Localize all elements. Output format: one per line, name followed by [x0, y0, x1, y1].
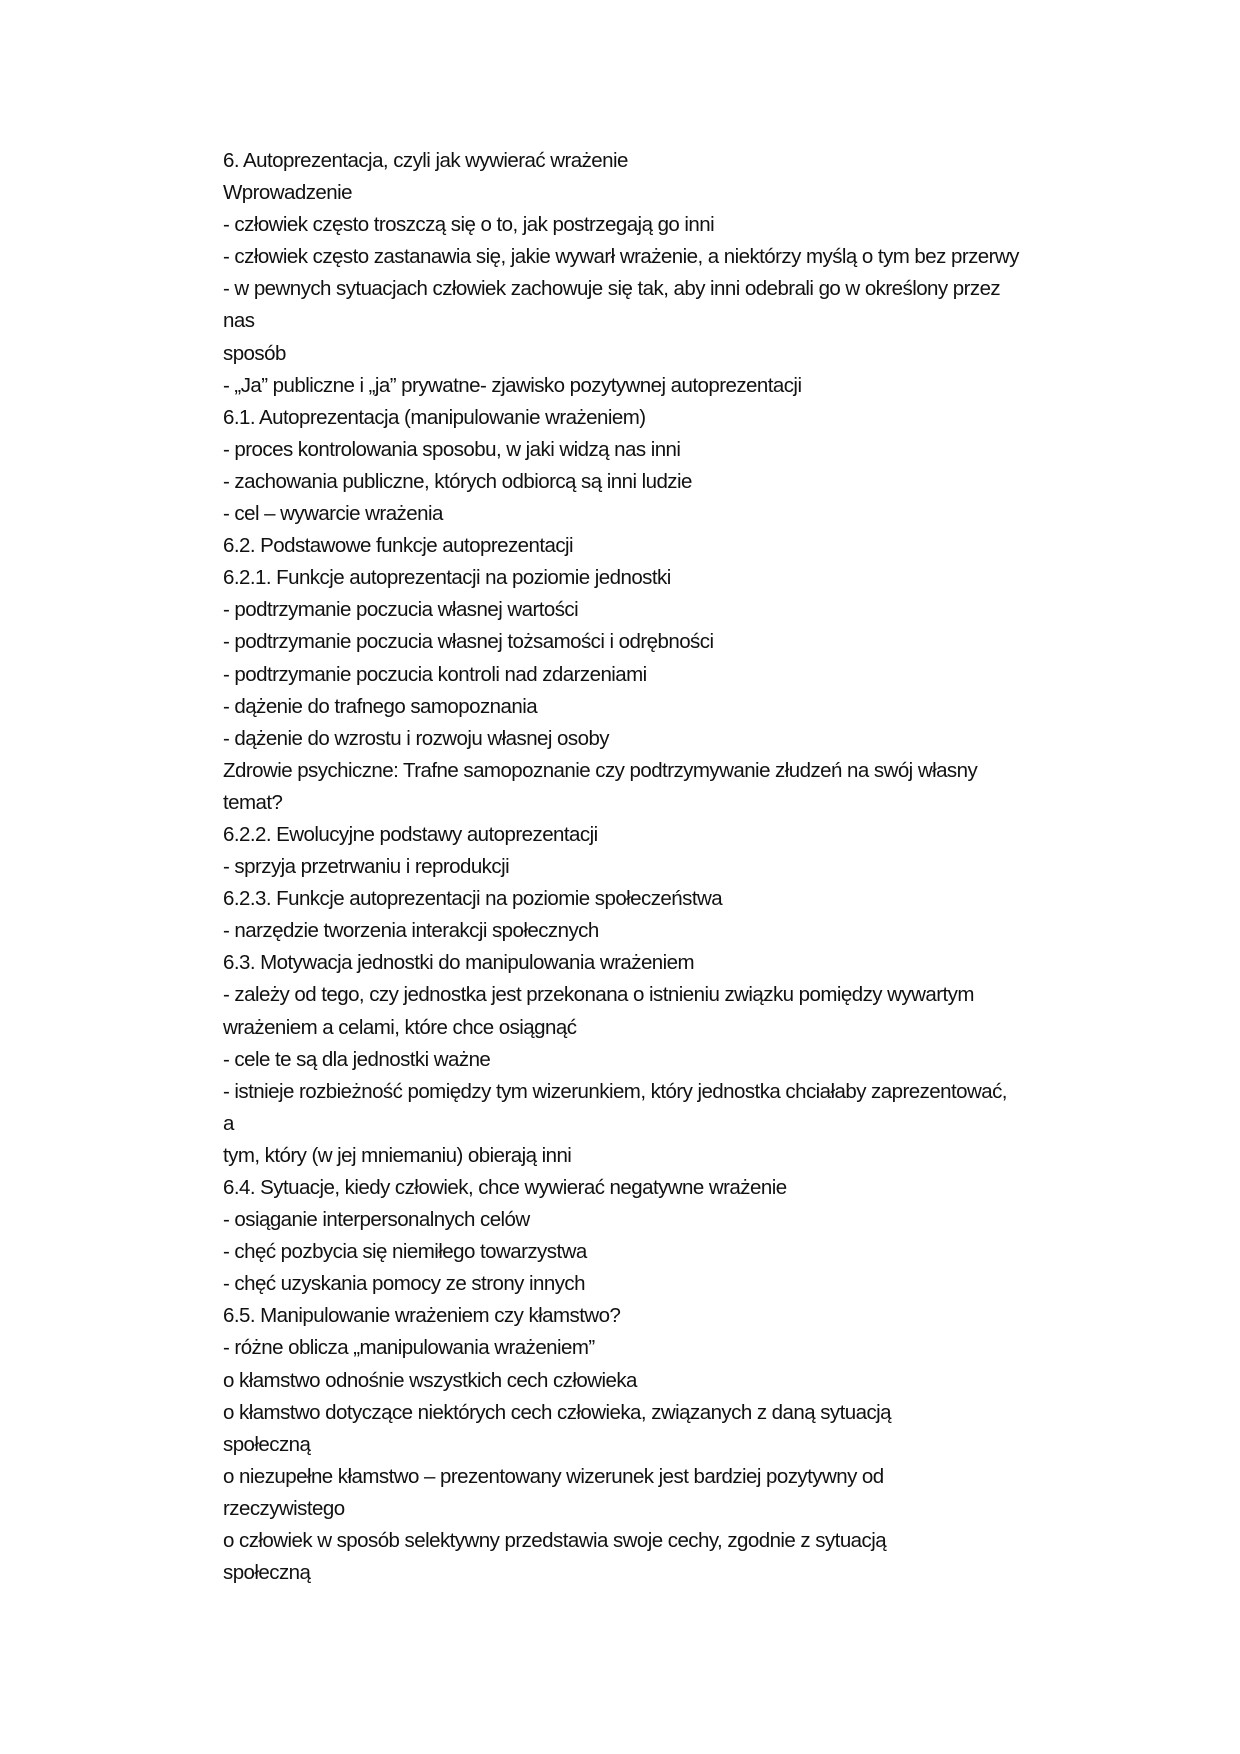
sub-bullet-line: o niezupełne kłamstwo – prezentowany wizerunek jest bardziej pozytywny od — [223, 1464, 884, 1488]
sub-bullet-line: o człowiek w sposób selektywny przedstawia swoje cechy, zgodnie z sytuacją — [223, 1529, 887, 1553]
bullet-line: - sprzyja przetrwaniu i reprodukcji — [223, 855, 510, 879]
bullet-line: - człowiek często zastanawia się, jakie wywarł wrażenie, a niektórzy myślą o tym bez przerwy — [223, 245, 1019, 269]
text-line: społeczną — [223, 1432, 311, 1456]
bullet-line: - podtrzymanie poczucia własnej wartości — [223, 598, 579, 622]
sub-bullet-line: o kłamstwo dotyczące niektórych cech człowieka, związanych z daną sytuacją — [223, 1400, 892, 1424]
text-line: Zdrowie psychiczne: Trafne samopoznanie czy podtrzymywanie złudzeń na swój własny — [223, 758, 978, 782]
document-body — [223, 145, 1153, 1589]
subheading: Wprowadzenie — [223, 181, 352, 205]
section-heading: 6.5. Manipulowanie wrażeniem czy kłamstwo? — [223, 1304, 621, 1328]
section-heading: 6.4. Sytuacje, kiedy człowiek, chce wywierać negatywne wrażenie — [223, 1176, 787, 1199]
bullet-line: - chęć uzyskania pomocy ze strony innych — [223, 1272, 585, 1296]
text-line: nas — [223, 309, 255, 333]
bullet-line: - cel – wywarcie wrażenia — [223, 502, 443, 526]
sub-bullet-line: o kłamstwo odnośnie wszystkich cech człowieka — [223, 1368, 637, 1392]
section-heading: 6. Autoprezentacja, czyli jak wywierać wrażenie — [223, 149, 628, 172]
bullet-line: - istnieje rozbieżność pomiędzy tym wizerunkiem, który jednostka chciałaby zaprezentować, — [223, 1079, 1007, 1103]
text-line: a — [223, 1111, 234, 1135]
bullet-line: - podtrzymanie poczucia kontroli nad zdarzeniami — [223, 662, 647, 686]
bullet-line: - człowiek często troszczą się o to, jak postrzegają go inni — [223, 213, 715, 237]
section-heading: 6.2.2. Ewolucyjne podstawy autoprezentacji — [223, 822, 598, 846]
text-line: tym, który (w jej mniemaniu) obierają inni — [223, 1143, 572, 1167]
text-line: rzeczywistego — [223, 1496, 345, 1520]
bullet-line: - podtrzymanie poczucia własnej tożsamości i odrębności — [223, 630, 714, 654]
text-line: społeczną — [223, 1561, 311, 1585]
bullet-line: - dążenie do wzrostu i rozwoju własnej osoby — [223, 726, 610, 750]
section-heading: 6.2.3. Funkcje autoprezentacji na poziomie społeczeństwa — [223, 887, 723, 911]
text-line: wrażeniem a celami, które chce osiągnąć — [223, 1015, 577, 1039]
bullet-line: - dążenie do trafnego samopoznania — [223, 694, 538, 718]
section-heading: 6.1. Autoprezentacja (manipulowanie wrażeniem) — [223, 405, 646, 429]
section-heading: 6.2.1. Funkcje autoprezentacji na poziomie jednostki — [223, 566, 671, 590]
bullet-line: - zachowania publiczne, których odbiorcą są inni ludzie — [223, 469, 692, 493]
bullet-line: - zależy od tego, czy jednostka jest przekonana o istnieniu związku pomiędzy wywartym — [223, 983, 974, 1007]
bullet-line: - cele te są dla jednostki ważne — [223, 1047, 491, 1071]
bullet-line: - różne oblicza „manipulowania wrażeniem” — [223, 1336, 595, 1360]
section-heading: 6.2. Podstawowe funkcje autoprezentacji — [223, 534, 574, 558]
bullet-line: - osiąganie interpersonalnych celów — [223, 1208, 530, 1232]
bullet-line: - proces kontrolowania sposobu, w jaki widzą nas inni — [223, 437, 681, 461]
text-line: sposób — [223, 341, 286, 365]
text-line: temat? — [223, 790, 283, 814]
section-heading: 6.3. Motywacja jednostki do manipulowania wrażeniem — [223, 951, 695, 975]
bullet-line: - w pewnych sytuacjach człowiek zachowuje się tak, aby inni odebrali go w określony przez — [223, 277, 1001, 301]
bullet-line: - chęć pozbycia się niemiłego towarzystwa — [223, 1240, 587, 1264]
bullet-line: - narzędzie tworzenia interakcji społecznych — [223, 919, 599, 943]
bullet-line: - „Ja” publiczne i „ja” prywatne- zjawisko pozytywnej autoprezentacji — [223, 373, 802, 397]
